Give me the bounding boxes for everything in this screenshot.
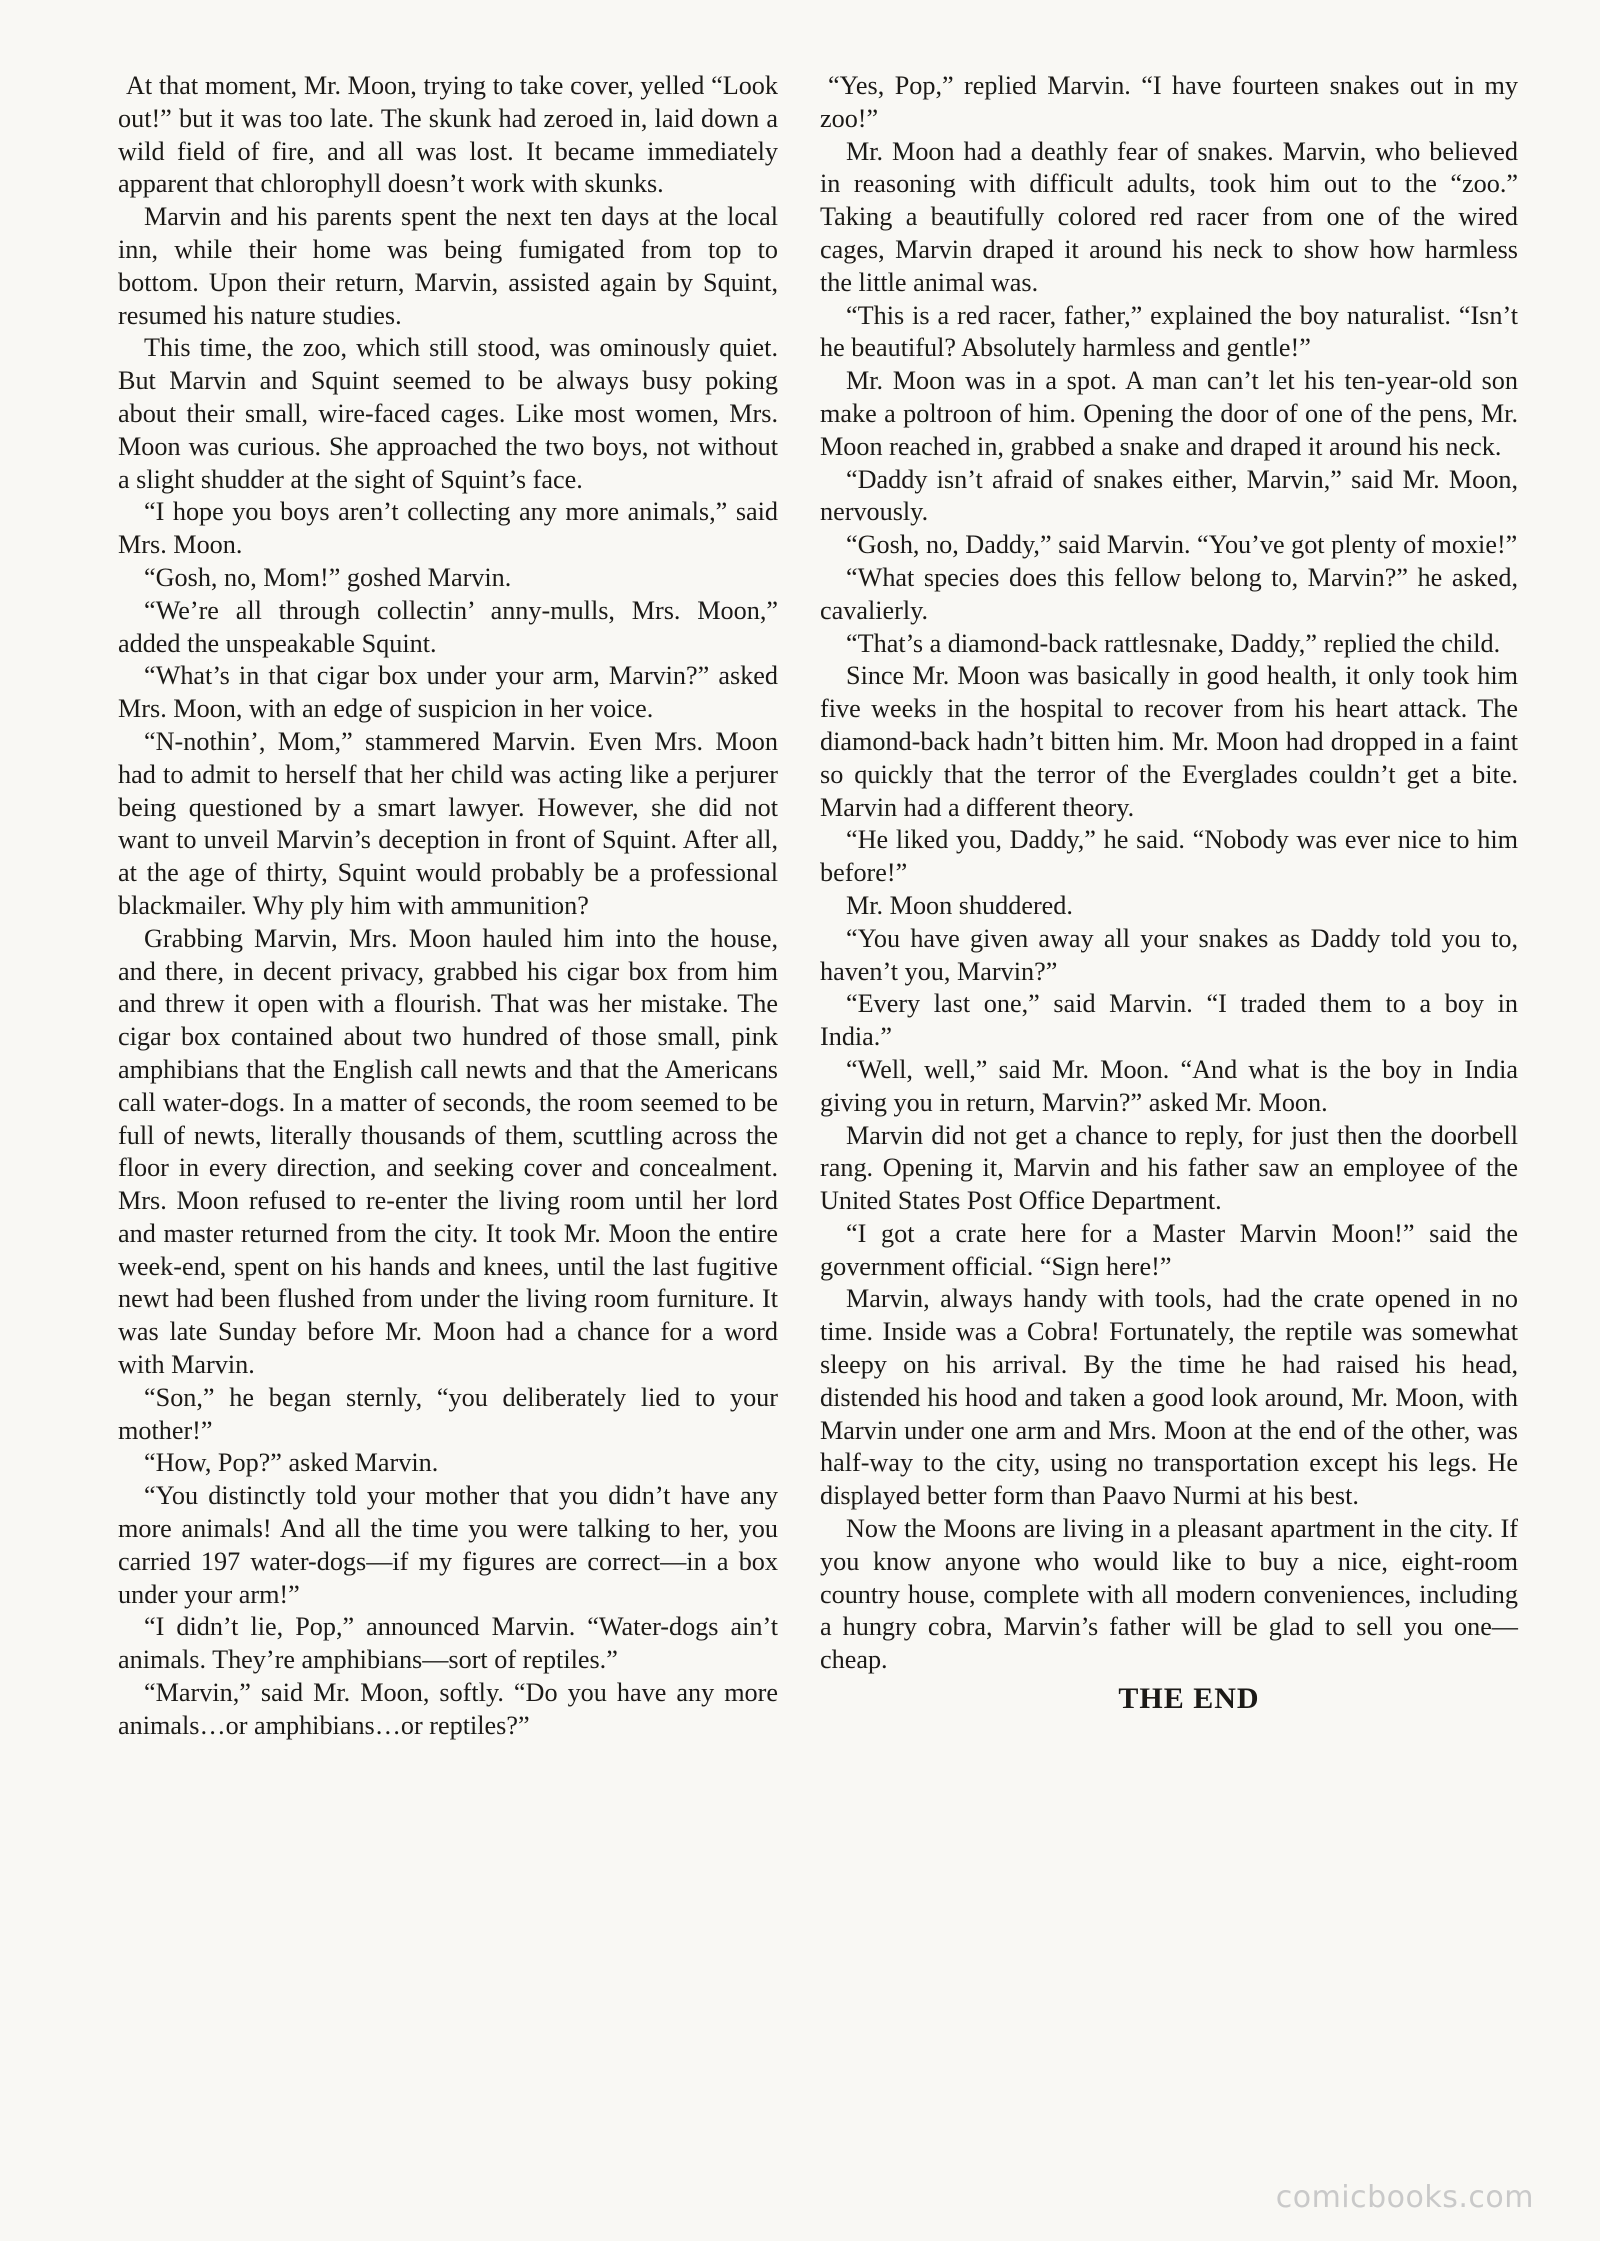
paragraph: Mr. Moon shuddered. — [846, 890, 1073, 920]
paragraph: Marvin, always handy with tools, had the crate opened in no time. Inside was a Cobra! Fortunately, the reptile was somewhat sleepy on his arrival. By the time he had raised his head, distended his hood and taken a good look around, Mr. Moon, with Marvin under one arm and Mrs. Moon at the end of the other, was half-way to the city, using no transportation except his legs. He displayed better form than Paavo Nurmi at his best. — [820, 1284, 1518, 1511]
paragraph: “You have given away all your snakes as Daddy told you to, haven’t you, Marvin?” — [820, 923, 1518, 986]
paragraph: “I didn’t lie, Pop,” announced Marvin. “Water-dogs ain’t animals. They’re amphibians—sort of reptiles.” — [118, 1612, 778, 1675]
paragraph: “Son,” he began sternly, “you deliberately lied to your mother!” — [118, 1382, 778, 1445]
paragraph: “You distinctly told your mother that you didn’t have any more animals! And all the time you were talking to her, you carried 197 water-dogs—if my figures are correct—in a box under your arm!” — [118, 1481, 778, 1609]
paragraph: Since Mr. Moon was basically in good health, it only took him five weeks in the hospital to recover from his heart attack. The diamond-back hadn’t bitten him. Mr. Moon had dropped in a faint so quickly that the terror of the Everglades couldn’t get a bite. Marvin had a different theory. — [820, 661, 1518, 822]
paragraph: Mr. Moon was in a spot. A man can’t let his ten-year-old son make a poltroon of him. Opening the door of one of the pens, Mr. Moon reached in, grabbed a snake and draped it around his neck. — [820, 366, 1518, 461]
paragraph: “Daddy isn’t afraid of snakes either, Marvin,” said Mr. Moon, nervously. — [820, 464, 1518, 527]
paragraph: “I got a crate here for a Master Marvin Moon!” said the government official. “Sign here!” — [820, 1218, 1518, 1281]
paragraph: “I hope you boys aren’t collecting any more animals,” said Mrs. Moon. — [118, 497, 778, 560]
paragraph: “N-nothin’, Mom,” stammered Marvin. Even Mrs. Moon had to admit to herself that her child was acting like a perjurer being questioned by a smart lawyer. However, she did not want to unveil Marvin’s deception in front of Squint. After all, at the age of thirty, Squint would probably be a professional blackmailer. Why ply him with ammunition? — [118, 726, 778, 920]
right-column — [820, 70, 1518, 1716]
paragraph: At that moment, Mr. Moon, trying to take cover, yelled “Look out!” but it was too late. The skunk had zeroed in, laid down a wild field of fire, and all was lost. It became immediately apparent that chlorophyll doesn’t work with skunks. — [118, 71, 778, 199]
watermark: comicbooks.com — [1275, 2180, 1534, 2215]
left-column — [118, 70, 778, 1743]
the-end-heading: THE END — [1118, 1682, 1260, 1716]
paragraph: “Marvin,” said Mr. Moon, softly. “Do you have any more animals…or amphibians…or reptiles?” — [118, 1678, 778, 1740]
paragraph: “Every last one,” said Marvin. “I traded them to a boy in India.” — [820, 989, 1518, 1052]
paragraph: “Gosh, no, Daddy,” said Marvin. “You’ve got plenty of moxie!” — [846, 530, 1518, 560]
paragraph: Marvin did not get a chance to reply, for just then the doorbell rang. Opening it, Marvin and his father saw an employee of the United States Post Office Department. — [820, 1120, 1518, 1216]
paragraph: Now the Moons are living in a pleasant apartment in the city. If you know anyone who would like to buy a nice, eight-room country house, complete with all modern conveniences, including a hungry cobra, Marvin’s father will be glad to sell you one—cheap. — [820, 1514, 1518, 1675]
paragraph: “Well, well,” said Mr. Moon. “And what is the boy in India giving you in return, Marvin?” asked Mr. Moon. — [820, 1054, 1518, 1117]
paragraph: “Yes, Pop,” replied Marvin. “I have fourteen snakes out in my zoo!” — [820, 71, 1518, 133]
paragraph: This time, the zoo, which still stood, was ominously quiet. But Marvin and Squint seemed to be always busy poking about their small, wire-faced cages. Like most women, Mrs. Moon was curious. She approached the two boys, not without a slight shudder at the sight of Squint’s face. — [118, 333, 778, 494]
paragraph: Mr. Moon had a deathly fear of snakes. Marvin, who believed in reasoning with difficult adults, took him out to the “zoo.” Taking a beautifully colored red racer from one of the wired cages, Marvin draped it around his neck to show how harmless the little animal was. — [820, 136, 1518, 297]
paragraph: “Gosh, no, Mom!” goshed Marvin. — [144, 562, 512, 592]
paragraph: Marvin and his parents spent the next ten days at the local inn, while their home was being fumigated from top to bottom. Upon their return, Marvin, assisted again by Squint, resumed his nature studies. — [118, 202, 778, 330]
paragraph: “We’re all through collectin’ anny-mulls, Mrs. Moon,” added the unspeakable Squint. — [118, 595, 778, 658]
paragraph: “He liked you, Daddy,” he said. “Nobody was ever nice to him before!” — [820, 825, 1518, 888]
paragraph: “What’s in that cigar box under your arm, Marvin?” asked Mrs. Moon, with an edge of suspicion in her voice. — [118, 661, 778, 724]
paragraph: “That’s a diamond-back rattlesnake, Daddy,” replied the child. — [846, 628, 1501, 658]
paragraph: “What species does this fellow belong to, Marvin?” he asked, cavalierly. — [820, 562, 1518, 625]
paragraph: “How, Pop?” asked Marvin. — [144, 1448, 439, 1478]
paragraph: “This is a red racer, father,” explained the boy naturalist. “Isn’t he beautiful? Absolutely harmless and gentle!” — [820, 300, 1518, 363]
paragraph: Grabbing Marvin, Mrs. Moon hauled him into the house, and there, in decent privacy, grabbed his cigar box from him and threw it open with a flourish. That was her mistake. The cigar box contained about two hundred of those small, pink amphibians that the English call newts and that the Americans call water-dogs. In a matter of seconds, the room seemed to be full of newts, literally thousands of them, scuttling across the floor in every direction, and seeking cover and concealment. Mrs. Moon refused to re-enter the living room until her lord and master returned from the city. It took Mr. Moon the entire week-end, spent on his hands and knees, until the last fugitive newt had been flushed from under the living room furniture. It was late Sunday before Mr. Moon had a chance for a word with Marvin. — [118, 923, 778, 1380]
